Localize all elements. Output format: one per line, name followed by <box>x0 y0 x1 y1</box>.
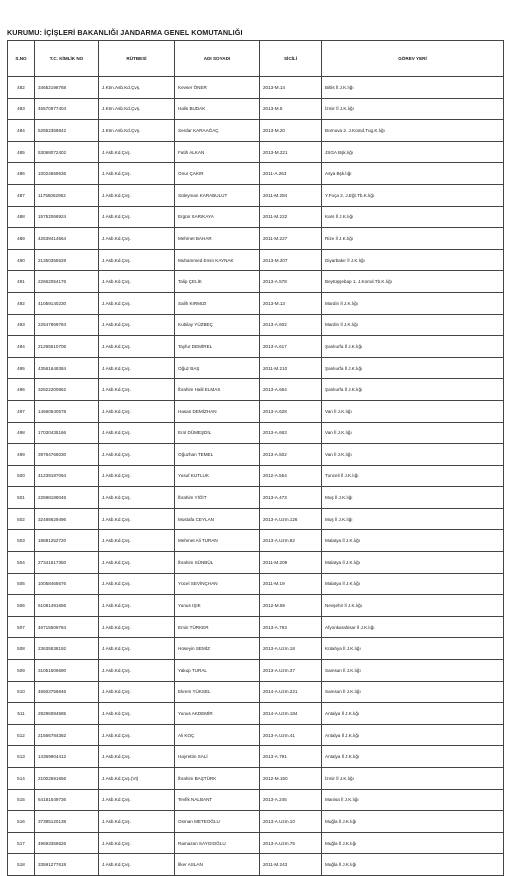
sicil-cell: 2013-A.473 <box>260 487 322 509</box>
gorev-yeri-cell: Tunceli İl J.K.lığı <box>322 465 504 487</box>
table-row <box>8 314 504 336</box>
adi-soyadi-cell: Yusuf KUTLUK <box>175 465 260 487</box>
sicil-cell: 2013-A.Uzm.10 <box>260 811 322 833</box>
sno-cell: 494 <box>8 336 35 358</box>
gorev-yeri-cell: Şanlıurfa İl J.K.lığı <box>322 336 504 358</box>
sno-cell: 490 <box>8 249 35 271</box>
adi-soyadi-cell: Süleyman KARABULUT <box>175 184 260 206</box>
tc-kimlik-no-cell: 33591277618 <box>35 854 99 876</box>
rutbe-cell: J.Asb.Kd.Çvş. <box>99 573 175 595</box>
gorev-yeri-cell: Y.Foça 2. J.Eğt.Tb.K.lığı <box>322 184 504 206</box>
sicil-cell: 2012-M.59 <box>260 595 322 617</box>
tc-kimlik-no-cell: 32822200862 <box>35 379 99 401</box>
sno-cell: 493 <box>8 314 35 336</box>
table-row <box>8 400 504 422</box>
rutbe-cell: J.Asb.Kd.Çvş. <box>99 357 175 379</box>
table-row <box>8 292 504 314</box>
table-row <box>8 703 504 725</box>
table-row <box>8 249 504 271</box>
sicil-cell: 2013-M.20 <box>260 120 322 142</box>
header-sicili: SİCİLİ <box>260 41 322 77</box>
adi-soyadi-cell: Ergün SARIKAYA <box>175 206 260 228</box>
gorev-yeri-cell: Muğla İl J.K.lığı <box>322 832 504 854</box>
adi-soyadi-cell: Salih KIRMIZI <box>175 292 260 314</box>
sno-cell: 485 <box>8 141 35 163</box>
rutbe-cell: J.Asb.Kd.Çvş. <box>99 141 175 163</box>
tc-kimlik-no-cell: 31051506690 <box>35 660 99 682</box>
gorev-yeri-cell: Manisa İl J.K.lığı <box>322 789 504 811</box>
sno-cell: 500 <box>8 465 35 487</box>
gorev-yeri-cell: Muş İl J.K.lığı <box>322 508 504 530</box>
sicil-cell: 2013-A.602 <box>260 314 322 336</box>
gorev-yeri-cell: Beytüşşebap 1. J.Komd.Tb.K.lığı <box>322 271 504 293</box>
sno-cell: 486 <box>8 163 35 185</box>
table-row <box>8 508 504 530</box>
table-row <box>8 768 504 790</box>
adi-soyadi-cell: İbrahim BAŞTÜRK <box>175 768 260 790</box>
sno-cell: 491 <box>8 271 35 293</box>
adi-soyadi-cell: İbrahim YİĞİT <box>175 487 260 509</box>
tc-kimlik-no-cell: 23635538192 <box>35 638 99 660</box>
adi-soyadi-cell: Yücel SEVİNÇHAN <box>175 573 260 595</box>
gorev-yeri-cell: Samsun İl J.K.lığı <box>322 681 504 703</box>
sicil-cell: 2013-A.Uzm.41 <box>260 724 322 746</box>
sno-cell: 503 <box>8 530 35 552</box>
header-tc-kimlik-no: T.C. KİMLİK NO <box>35 41 99 77</box>
sno-cell: 516 <box>8 811 35 833</box>
rutbe-cell: J.Asb.Kd.Çvş. <box>99 400 175 422</box>
tc-kimlik-no-cell: 22698188046 <box>35 487 99 509</box>
rutbe-cell: J.Asb.Kd.Çvş. <box>99 724 175 746</box>
tc-kimlik-no-cell: 46570977404 <box>35 98 99 120</box>
gorev-yeri-cell: Malatya İl J.K.lığı <box>322 573 504 595</box>
gorev-yeri-cell: Antalya İl J.K.lığı <box>322 703 504 725</box>
adi-soyadi-cell: Yakup TURAL <box>175 660 260 682</box>
sno-cell: 505 <box>8 573 35 595</box>
sicil-cell: 2013-A.617 <box>260 336 322 358</box>
rutbe-cell: J.Asb.Kd.Çvş. <box>99 530 175 552</box>
gorev-yeri-cell: Nevşehir İl J.K.lığı <box>322 595 504 617</box>
tc-kimlik-no-cell: 10024659536 <box>35 163 99 185</box>
sicil-cell: 2014-A.Uzm.221 <box>260 681 322 703</box>
tc-kimlik-no-cell: 17030435166 <box>35 422 99 444</box>
sicil-cell: 2013-A.Uzm.126 <box>260 508 322 530</box>
rutbe-cell: J.Asb.Kd.Çvş. <box>99 292 175 314</box>
sicil-cell: 2013-A.Uzm.82 <box>260 530 322 552</box>
sno-cell: 518 <box>8 854 35 876</box>
tc-kimlik-no-cell: 46603756846 <box>35 681 99 703</box>
sno-cell: 487 <box>8 184 35 206</box>
rutbe-cell: J.Asb.Kd.Çvş. <box>99 228 175 250</box>
adi-soyadi-cell: Hüseyin SEMİZ <box>175 638 260 660</box>
tc-kimlik-no-cell: 28296084585 <box>35 703 99 725</box>
table-row <box>8 444 504 466</box>
tc-kimlik-no-cell: 11755062952 <box>35 184 99 206</box>
table-row <box>8 573 504 595</box>
sicil-cell: 2013-A.Uzm.75 <box>260 832 322 854</box>
sno-cell: 482 <box>8 77 35 99</box>
rutbe-cell: J.Asb.Kd.Çvş. <box>99 379 175 401</box>
tc-kimlik-no-cell: 10058465676 <box>35 573 99 595</box>
rutbe-cell: J.Asb.Kd.Çvş. <box>99 660 175 682</box>
sno-cell: 508 <box>8 638 35 660</box>
gorev-yeri-cell: Malatya İl J.K.lığı <box>322 552 504 574</box>
table-row <box>8 163 504 185</box>
table-row <box>8 595 504 617</box>
gorev-yeri-cell: Diyarbakır İl J.K.lığı <box>322 249 504 271</box>
tc-kimlik-no-cell: 52652369842 <box>35 120 99 142</box>
sicil-cell: 2012-A.554 <box>260 465 322 487</box>
sicil-cell: 2013-A.664 <box>260 379 322 401</box>
tc-kimlik-no-cell: 18881252720 <box>35 530 99 552</box>
table-row <box>8 120 504 142</box>
table-row <box>8 465 504 487</box>
adi-soyadi-cell: Mehmet Ali TURAN <box>175 530 260 552</box>
sno-cell: 497 <box>8 400 35 422</box>
gorev-yeri-cell: Muğla İl J.K.lığı <box>322 854 504 876</box>
tc-kimlik-no-cell: 37395120138 <box>35 811 99 833</box>
gorev-yeri-cell: Kars İl J.K.lığı <box>322 206 504 228</box>
rutbe-cell: J.Asb.Kd.Çvş. <box>99 444 175 466</box>
tc-kimlik-no-cell: 46715509784 <box>35 616 99 638</box>
table-header-row <box>8 41 504 77</box>
tc-kimlik-no-cell: 21566784382 <box>35 724 99 746</box>
sno-cell: 496 <box>8 379 35 401</box>
gorev-yeri-cell: Asya Bşk.lığı <box>322 163 504 185</box>
rutbe-cell: J.Asb.Kd.Çvş. <box>99 552 175 574</box>
rutbe-cell: J.Asb.Kd.Çvş. <box>99 465 175 487</box>
rutbe-cell: J.Ktm.Asb.Kd.Çvş. <box>99 77 175 99</box>
rutbe-cell: J.Asb.Kd.Çvş. <box>99 206 175 228</box>
adi-soyadi-cell: Ramazan SAYGIOĞLU <box>175 832 260 854</box>
sicil-cell: 2013-M.14 <box>260 77 322 99</box>
rutbe-cell: J.Asb.Kd.Çvş. <box>99 508 175 530</box>
tc-kimlik-no-cell: 21295510706 <box>35 336 99 358</box>
table-row <box>8 832 504 854</box>
sicil-cell: 2011-A.263 <box>260 163 322 185</box>
gorev-yeri-cell: İzmir İl J.K.lığı <box>322 98 504 120</box>
adi-soyadi-cell: İbrahim Halil ELMAS <box>175 379 260 401</box>
rutbe-cell: J.Asb.Kd.Çvş. <box>99 184 175 206</box>
tc-kimlik-no-cell: 34652198768 <box>35 77 99 99</box>
table-row <box>8 77 504 99</box>
sicil-cell: 2011-M.243 <box>260 854 322 876</box>
gorev-yeri-cell: Şanlıurfa İl J.K.lığı <box>322 379 504 401</box>
rutbe-cell: J.Asb.Kd.Çvş. <box>99 271 175 293</box>
table-row <box>8 141 504 163</box>
sno-cell: 489 <box>8 228 35 250</box>
document-title: KURUMU: İÇİŞLERİ BAKANLIĞI JANDARMA GENEL KOMUTANLIĞI <box>7 28 243 37</box>
table-row <box>8 357 504 379</box>
sno-cell: 499 <box>8 444 35 466</box>
sno-cell: 501 <box>8 487 35 509</box>
gorev-yeri-cell: Antalya İl J.K.lığı <box>322 724 504 746</box>
sno-cell: 502 <box>8 508 35 530</box>
adi-soyadi-cell: Kubilay YÜZBEÇ <box>175 314 260 336</box>
table-row <box>8 660 504 682</box>
table-row <box>8 789 504 811</box>
sicil-cell: 2013-A.578 <box>260 271 322 293</box>
adi-soyadi-cell: İlker ASLAN <box>175 854 260 876</box>
sno-cell: 507 <box>8 616 35 638</box>
table-row <box>8 552 504 574</box>
gorev-yeri-cell: Muğla İl J.K.lığı <box>322 811 504 833</box>
rutbe-cell: J.Asb.Kd.Çvş. <box>99 811 175 833</box>
adi-soyadi-cell: İbrahim SÜNBÜL <box>175 552 260 574</box>
sicil-cell: 2013-A.793 <box>260 616 322 638</box>
sno-cell: 510 <box>8 681 35 703</box>
sno-cell: 483 <box>8 98 35 120</box>
sno-cell: 488 <box>8 206 35 228</box>
sno-cell: 514 <box>8 768 35 790</box>
gorev-yeri-cell: Rize İl J.K.lığı <box>322 228 504 250</box>
sno-cell: 517 <box>8 832 35 854</box>
adi-soyadi-cell: Tevfik NALBANT <box>175 789 260 811</box>
rutbe-cell: J.Asb.Kd.Çvş.(Vt) <box>99 768 175 790</box>
sno-cell: 498 <box>8 422 35 444</box>
tc-kimlik-no-cell: 64181549736 <box>35 789 99 811</box>
table-row <box>8 336 504 358</box>
rutbe-cell: J.Asb.Kd.Çvş. <box>99 681 175 703</box>
sicil-cell: 2013-A.663 <box>260 422 322 444</box>
tc-kimlik-no-cell: 15752066924 <box>35 206 99 228</box>
adi-soyadi-cell: Erol DÜMEŞDİL <box>175 422 260 444</box>
tc-kimlik-no-cell: 14369904412 <box>35 746 99 768</box>
tc-kimlik-no-cell: 61081491656 <box>35 595 99 617</box>
gorev-yeri-cell: Muş İl J.K.lığı <box>322 487 504 509</box>
gorev-yeri-cell: İzmir İl J.K.lığı <box>322 768 504 790</box>
sicil-cell: 2013-A.791 <box>260 746 322 768</box>
header-gorev-yeri: GÖREV YERİ <box>322 41 504 77</box>
sicil-cell: 2013-A.Uzm.37 <box>260 660 322 682</box>
header-adi-soyadi: ADI SOYADI <box>175 41 260 77</box>
sno-cell: 509 <box>8 660 35 682</box>
rutbe-cell: J.Asb.Kd.Çvş. <box>99 422 175 444</box>
adi-soyadi-cell: Serdar KARAAĞAÇ <box>175 120 260 142</box>
table-row <box>8 811 504 833</box>
rutbe-cell: J.Asb.Kd.Çvş. <box>99 163 175 185</box>
sno-cell: 515 <box>8 789 35 811</box>
tc-kimlik-no-cell: 39764766030 <box>35 444 99 466</box>
tc-kimlik-no-cell: 22547669784 <box>35 314 99 336</box>
adi-soyadi-cell: Ekrem YÜKSEL <box>175 681 260 703</box>
tc-kimlik-no-cell: 49693356526 <box>35 832 99 854</box>
gorev-yeri-cell: Kütahya İl J.K.lığı <box>322 638 504 660</box>
table-row <box>8 271 504 293</box>
adi-soyadi-cell: Tayfur DEMİREL <box>175 336 260 358</box>
sicil-cell: 2014-A.Uzm.184 <box>260 703 322 725</box>
adi-soyadi-cell: Osman METEOĞLU <box>175 811 260 833</box>
tc-kimlik-no-cell: 41239187094 <box>35 465 99 487</box>
adi-soyadi-cell: Hasan DEMİZHAN <box>175 400 260 422</box>
table-body <box>8 77 504 876</box>
adi-soyadi-cell: Muhammed Emin KAYNAK <box>175 249 260 271</box>
tc-kimlik-no-cell: 22662054176 <box>35 271 99 293</box>
table-row <box>8 228 504 250</box>
sno-cell: 512 <box>8 724 35 746</box>
sicil-cell: 2011-M.19 <box>260 573 322 595</box>
table-row <box>8 724 504 746</box>
adi-soyadi-cell: Hayrettin SALİ <box>175 746 260 768</box>
sicil-cell: 2011-M.222 <box>260 206 322 228</box>
sicil-cell: 2011-M.209 <box>260 552 322 574</box>
adi-soyadi-cell: Yunus IŞIK <box>175 595 260 617</box>
table-row <box>8 184 504 206</box>
tc-kimlik-no-cell: 14660540578 <box>35 400 99 422</box>
tc-kimlik-no-cell: 27341617350 <box>35 552 99 574</box>
sicil-cell: 2011-M.227 <box>260 228 322 250</box>
gorev-yeri-cell: Şanlıurfa İl J.K.lığı <box>322 357 504 379</box>
adi-soyadi-cell: Mehmet BAHAR <box>175 228 260 250</box>
rutbe-cell: J.Asb.Kd.Çvş. <box>99 595 175 617</box>
sicil-cell: 2013-M.13 <box>260 292 322 314</box>
tc-kimlik-no-cell: 21002591656 <box>35 768 99 790</box>
sno-cell: 504 <box>8 552 35 574</box>
tc-kimlik-no-cell: 53068072402 <box>35 141 99 163</box>
rutbe-cell: J.Asb.Kd.Çvş. <box>99 336 175 358</box>
sno-cell: 513 <box>8 746 35 768</box>
rutbe-cell: J.Asb.Kd.Çvş. <box>99 703 175 725</box>
rutbe-cell: J.Asb.Kd.Çvş. <box>99 249 175 271</box>
tc-kimlik-no-cell: 41059140230 <box>35 292 99 314</box>
table-row <box>8 530 504 552</box>
sicil-cell: 2012-M.150 <box>260 768 322 790</box>
rutbe-cell: J.Asb.Kd.Çvş. <box>99 616 175 638</box>
sicil-cell: 2013-A.Uzm.18 <box>260 638 322 660</box>
table-row <box>8 854 504 876</box>
sno-cell: 492 <box>8 292 35 314</box>
rutbe-cell: J.Asb.Kd.Çvş. <box>99 314 175 336</box>
gorev-yeri-cell: Van İl J.K.lığı <box>322 444 504 466</box>
sicil-cell: 2013-A.245 <box>260 789 322 811</box>
sicil-cell: 2013-A.502 <box>260 444 322 466</box>
adi-soyadi-cell: Halis BUDAK <box>175 98 260 120</box>
sicil-cell: 2013-A.628 <box>260 400 322 422</box>
rutbe-cell: J.Asb.Kd.Çvş. <box>99 789 175 811</box>
personnel-table <box>7 40 504 876</box>
rutbe-cell: J.Asb.Kd.Çvş. <box>99 854 175 876</box>
gorev-yeri-cell: Mardin İl J.K.lığı <box>322 314 504 336</box>
table-row <box>8 206 504 228</box>
gorev-yeri-cell: Van İl J.K.lığı <box>322 422 504 444</box>
gorev-yeri-cell: Afyonkarahisar İl J.K.lığı <box>322 616 504 638</box>
table-row <box>8 746 504 768</box>
table-row <box>8 379 504 401</box>
adi-soyadi-cell: Kevser ÖNER <box>175 77 260 99</box>
gorev-yeri-cell: Malatya İl J.K.lığı <box>322 530 504 552</box>
adi-soyadi-cell: Mustafa CEYLAN <box>175 508 260 530</box>
rutbe-cell: J.Ktm.Asb.Kd.Çvş. <box>99 98 175 120</box>
adi-soyadi-cell: Oğuz BAŞ <box>175 357 260 379</box>
sicil-cell: 2013-M.221 <box>260 141 322 163</box>
gorev-yeri-cell: JSGA Bşk.lığı <box>322 141 504 163</box>
gorev-yeri-cell: Antalya İl J.K.lığı <box>322 746 504 768</box>
adi-soyadi-cell: Ali KOÇ <box>175 724 260 746</box>
tc-kimlik-no-cell: 32488629496 <box>35 508 99 530</box>
tc-kimlik-no-cell: 42639414564 <box>35 228 99 250</box>
adi-soyadi-cell: Fatih ALKAN <box>175 141 260 163</box>
sicil-cell: 2011-M.284 <box>260 184 322 206</box>
adi-soyadi-cell: Talip ÇELİK <box>175 271 260 293</box>
table-row <box>8 638 504 660</box>
sno-cell: 506 <box>8 595 35 617</box>
table-row <box>8 422 504 444</box>
rutbe-cell: J.Ktm.Asb.Kd.Çvş. <box>99 120 175 142</box>
header-rutbesi: RÜTBESİ <box>99 41 175 77</box>
gorev-yeri-cell: Bornova 2. J.Komd.Tug.K.lığı <box>322 120 504 142</box>
sno-cell: 495 <box>8 357 35 379</box>
gorev-yeri-cell: Samsun İl J.K.lığı <box>322 660 504 682</box>
tc-kimlik-no-cell: 43561649384 <box>35 357 99 379</box>
gorev-yeri-cell: Mardin İl J.K.lığı <box>322 292 504 314</box>
sno-cell: 484 <box>8 120 35 142</box>
adi-soyadi-cell: Onur ÇAKIR <box>175 163 260 185</box>
rutbe-cell: J.Asb.Kd.Çvş. <box>99 638 175 660</box>
gorev-yeri-cell: Van İl J.K.lığı <box>322 400 504 422</box>
table-row <box>8 487 504 509</box>
adi-soyadi-cell: Yunus AKDEMİR <box>175 703 260 725</box>
rutbe-cell: J.Asb.Kd.Çvş. <box>99 746 175 768</box>
adi-soyadi-cell: Oğuzhan TEMEL <box>175 444 260 466</box>
tc-kimlik-no-cell: 21350355528 <box>35 249 99 271</box>
table-row <box>8 98 504 120</box>
sicil-cell: 2013-M.5 <box>260 98 322 120</box>
table-row <box>8 681 504 703</box>
adi-soyadi-cell: Emin TÜRKER <box>175 616 260 638</box>
sicil-cell: 2011-M.210 <box>260 357 322 379</box>
gorev-yeri-cell: Bitlis İl J.K.lığı <box>322 77 504 99</box>
sno-cell: 511 <box>8 703 35 725</box>
table-row <box>8 616 504 638</box>
header-sno: S.NO <box>8 41 35 77</box>
rutbe-cell: J.Asb.Kd.Çvş. <box>99 487 175 509</box>
sicil-cell: 2013-M.207 <box>260 249 322 271</box>
rutbe-cell: J.Asb.Kd.Çvş. <box>99 832 175 854</box>
